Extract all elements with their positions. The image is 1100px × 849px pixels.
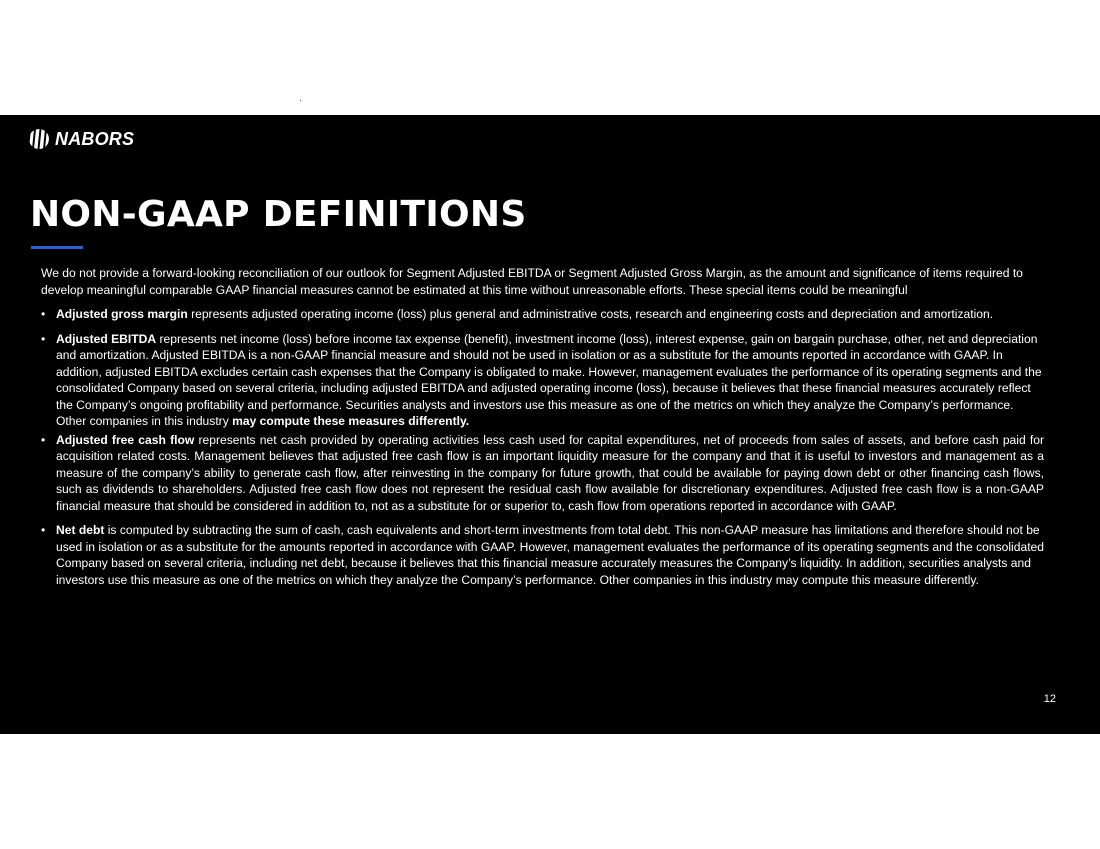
stray-mark [300, 100, 301, 101]
definition-adjusted-free-cash-flow [41, 432, 1044, 515]
definition-adjusted-ebitda [41, 331, 1044, 430]
bullet-marker: • [41, 307, 46, 321]
bullet-marker: • [41, 331, 46, 346]
nabors-logo [28, 127, 134, 151]
intro-paragraph: We do not provide a forward-looking reconciliation of our outlook for Segment Adjusted EBITDA or Segment Adjusted Gross Margin, as the amount and significance of items required to develop meaningful comparable GAAP financial measures cannot be estimated at this time without unreasonable efforts. These special items could be meaningful [41, 266, 1023, 297]
bullet-marker: • [41, 432, 46, 447]
definition-term: Adjusted EBITDA [56, 331, 157, 346]
definition-term: Adjusted gross margin [56, 307, 188, 321]
nabors-stripes-icon [28, 128, 50, 150]
bullet-marker: • [41, 523, 46, 537]
slide [0, 115, 1100, 734]
definition-term: Adjusted free cash flow [56, 432, 195, 447]
logo-wordmark: NABORS [55, 128, 135, 149]
definition-emphasis: may compute these measures differently. [232, 414, 470, 428]
definition-text: is computed by subtracting the sum of cash, cash equivalents and short-term investments from total debt. This non-GAAP measure has limitations and therefore should not be used in isolation or as a substitute for the amounts reported in accordance with GAAP. However, management evaluates the performance of its operating segments and the consolidated Company based on several criteria, including net debt, because it believes that this financial measure accurately measures the Company’s liquidity. In addition, securities analysts and investors use this measure as one of the metrics on which they analyze the Company’s performance. Other companies in this industry may compute this measure differently. [56, 523, 1045, 587]
definition-net-debt [41, 522, 1044, 588]
definitions-list [41, 306, 1044, 588]
definition-term: Net debt [56, 523, 105, 537]
definition-adjusted-gross-margin [41, 306, 1044, 323]
definition-text: represents net income (loss) before income tax expense (benefit), investment income (loss), interest expense, gain on bargain purchase, other, net and depreciation and amortization. Adjusted EBITDA is a non-GAAP financial measure and should not be used in isolation or as a substitute for the amounts reported in accordance with GAAP. In addition, adjusted EBITDA excludes certain cash expenses that the Company is obligated to make. However, management evaluates the performance of its operating segments and the consolidated Company based on several criteria, including adjusted EBITDA and adjusted operating income (loss), because it believes that these financial measures accurately reflect the Company’s ongoing profitability and performance. Securities analysts and investors use this measure as one of the metrics on which they analyze the Company’s performance. Other companies in this industry [56, 331, 1042, 428]
definition-text: represents net cash provided by operating activities less cash used for capital expenditures, net of proceeds from sales of assets, and before cash paid for acquisition related costs. Management believes that adjusted free cash flow is an important liquidity measure for the company and that it is useful to investors and management as a measure of the company’s ability to generate cash flow, after reinvesting in the company for future growth, that could be available for paying down debt or other financing cash flows, such as dividends to shareholders. Adjusted free cash flow does not represent the residual cash flow available for discretionary expenditures. Adjusted free cash flow is a non-GAAP financial measure that should be considered in addition to, not as a substitute for or superior to, cash flow from operations reported in accordance with GAAP. [56, 432, 1045, 513]
page-number: 12 [1043, 693, 1056, 705]
page-title: NON-GAAP DEFINITIONS [30, 194, 527, 235]
definition-text: represents adjusted operating income (loss) plus general and administrative costs, research and engineering costs and depreciation and amortization. [187, 307, 994, 321]
title-accent-rule [31, 246, 83, 249]
definitions-content [41, 265, 1044, 596]
